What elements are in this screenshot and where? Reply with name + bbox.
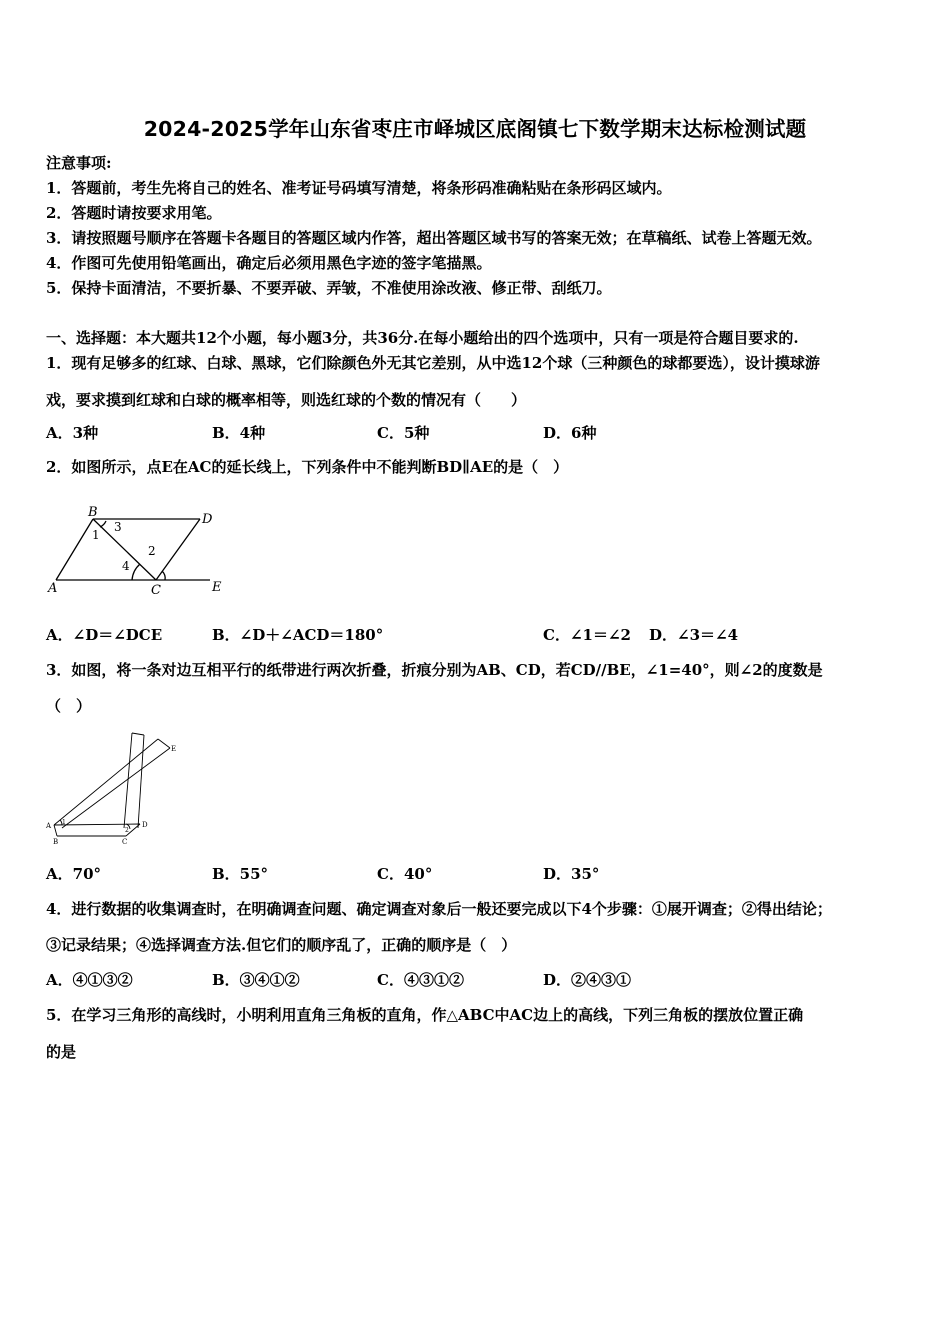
q3-option-a: A．70°: [46, 865, 102, 883]
q4-option-c: C．④③①②: [377, 971, 464, 989]
question-2-figure: [40, 500, 240, 605]
q3-label: B: [53, 838, 59, 846]
q2-option-a: A．∠D＝∠DCE: [46, 626, 163, 644]
notice-heading: 注意事项:: [46, 154, 112, 172]
q3-angle-label: 2: [125, 827, 129, 834]
q3-option-c: C．40°: [377, 865, 433, 883]
q2-angle-label: 1: [92, 528, 100, 542]
notice-item: 4．作图可先使用铅笔画出，确定后必须用黑色字迹的签字笔描黑。: [46, 254, 492, 272]
q1-option-c: C．5种: [377, 424, 430, 442]
q3-option-d: D．35°: [543, 865, 600, 883]
q3-label: E: [171, 745, 177, 753]
q2-option-b: B．∠D＋∠ACD＝180°: [212, 626, 384, 644]
q3-label: C: [122, 838, 128, 846]
question-5-text: 的是: [46, 1043, 77, 1061]
q3-option-b: B．55°: [212, 865, 269, 883]
question-5-text: 5．在学习三角形的高线时，小明利用直角三角板的直角，作△ABC中AC边上的高线，下列三角板的摆放位置正确: [46, 1006, 804, 1024]
q1-option-b: B．4种: [212, 424, 266, 442]
q3-angle-label: 1: [62, 819, 66, 826]
q1-option-d: D．6种: [543, 424, 597, 442]
q2-label: D: [202, 512, 213, 527]
q2-angle-label: 2: [148, 544, 156, 558]
q4-option-d: D．②④③①: [543, 971, 632, 989]
q2-label: A: [48, 581, 58, 596]
page-title: 2024-2025学年山东省枣庄市峄城区底阁镇七下数学期末达标检测试题: [143, 117, 807, 141]
q4-option-b: B．③④①②: [212, 971, 300, 989]
notice-item: 5．保持卡面清洁，不要折暴、不要弄破、弄皱，不准使用涂改液、修正带、刮纸刀。: [46, 279, 612, 297]
notice-item: 2．答题时请按要求用笔。: [46, 204, 222, 222]
question-1-text: 1．现有足够多的红球、白球、黑球，它们除颜色外无其它差别，从中选12个球（三种颜色的球都要选），设计摸球游: [46, 354, 820, 372]
question-4-text: 4．进行数据的收集调查时，在明确调查问题、确定调查对象后一般还要完成以下4个步骤：①展开调查；②得出结论；: [46, 900, 832, 918]
question-2-text: 2．如图所示，点E在AC的延长线上，下列条件中不能判断BD∥AE的是（ ）: [46, 458, 569, 476]
question-3-text: 3．如图，将一条对边互相平行的纸带进行两次折叠，折痕分别为AB、CD，若CD//BE，∠1=40°，则∠2的度数是: [46, 661, 823, 679]
notice-item: 1．答题前，考生先将自己的姓名、准考证号码填写清楚，将条形码准确粘贴在条形码区域内。: [46, 179, 672, 197]
q2-label: B: [88, 505, 98, 520]
q2-label: C: [151, 583, 161, 598]
q2-angle-label: 4: [122, 559, 130, 573]
q3-label: D: [142, 821, 148, 829]
section-heading: 一、选择题：本大题共12个小题，每小题3分，共36分.在每小题给出的四个选项中，只有一项是符合题目要求的.: [46, 329, 799, 347]
q2-angle-label: 3: [114, 520, 122, 534]
q2-option-c: C．∠1＝∠2: [543, 626, 631, 644]
notice-item: 3．请按照题号顺序在答题卡各题目的答题区域内作答，超出答题区域书写的答案无效；在草稿纸、试卷上答题无效。: [46, 229, 822, 247]
question-4-text: ③记录结果；④选择调查方法.但它们的顺序乱了，正确的顺序是（ ）: [46, 936, 517, 954]
question-3-figure: [42, 728, 182, 850]
q2-option-d: D．∠3＝∠4: [649, 626, 739, 644]
question-3-text: （ ）: [46, 697, 92, 715]
q2-label: E: [212, 580, 222, 595]
question-1-text: 戏，要求摸到红球和白球的概率相等，则选红球的个数的情况有（ ）: [46, 391, 527, 409]
q3-label: A: [46, 822, 52, 830]
q4-option-a: A．④①③②: [46, 971, 133, 989]
q1-option-a: A．3种: [46, 424, 99, 442]
